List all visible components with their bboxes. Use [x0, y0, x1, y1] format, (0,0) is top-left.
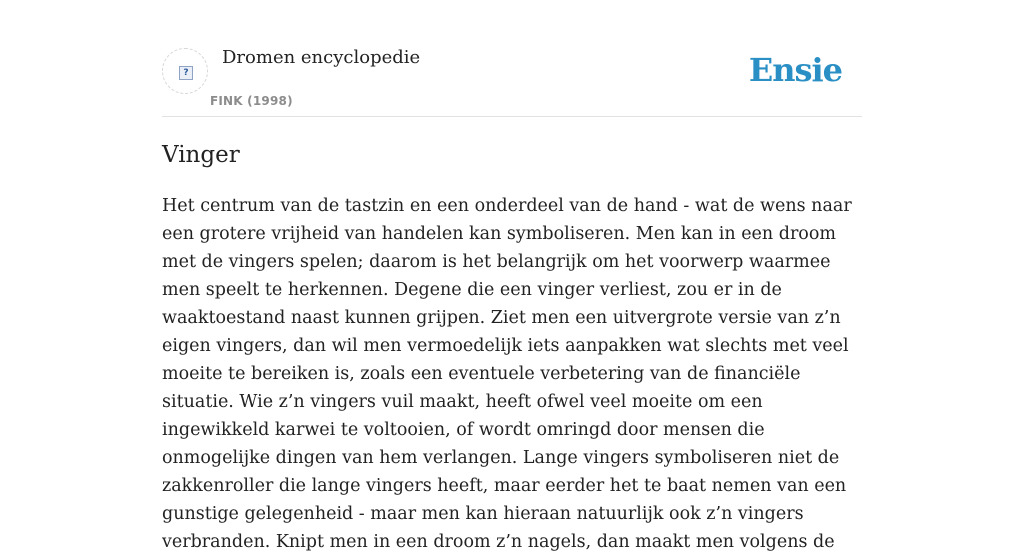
brand-logo[interactable]: Ensie	[748, 51, 842, 89]
question-mark-icon: ?	[179, 66, 193, 80]
entry-body: Het centrum van de tastzin en een onderdeel van de hand - wat de wens naar een grotere vrijheid van handelen kan symboliseren. Men kan in een droom met de vingers spelen; daarom is het belangrijk om het voorwerp waarmee men speelt te herkennen. Degene die een vinger verliest, zou er in de waaktoestand naast kunnen grijpen. Ziet men een uitvergrote versie van z’n eigen vingers, dan wil men vermoedelijk iets aanpakken wat slechts met veel moeite te bereiken is, zoals een eventuele verbetering van de financiële situatie. Wie z’n vingers vuil maakt, heeft ofwel veel moeite om een ingewikkeld karwei te voltooien, of wordt omringd door mensen die onmogelijke dingen van hem verlangen. Lange vingers symboliseren niet de zakkenroller die lange vingers heeft, maar eerder het te baat nemen van een gunstige gelegenheid - maar men kan hieraan natuurlijk ook z’n vingers verbranden. Knipt men in een droom z’n nagels, dan maakt men volgens de	[162, 196, 852, 552]
entry-title: Vinger	[162, 142, 240, 168]
source-logo[interactable]	[162, 48, 208, 94]
source-header	[162, 46, 862, 117]
source-author: FINK (1998)	[210, 94, 293, 108]
source-title[interactable]: Dromen encyclopedie	[222, 47, 421, 68]
